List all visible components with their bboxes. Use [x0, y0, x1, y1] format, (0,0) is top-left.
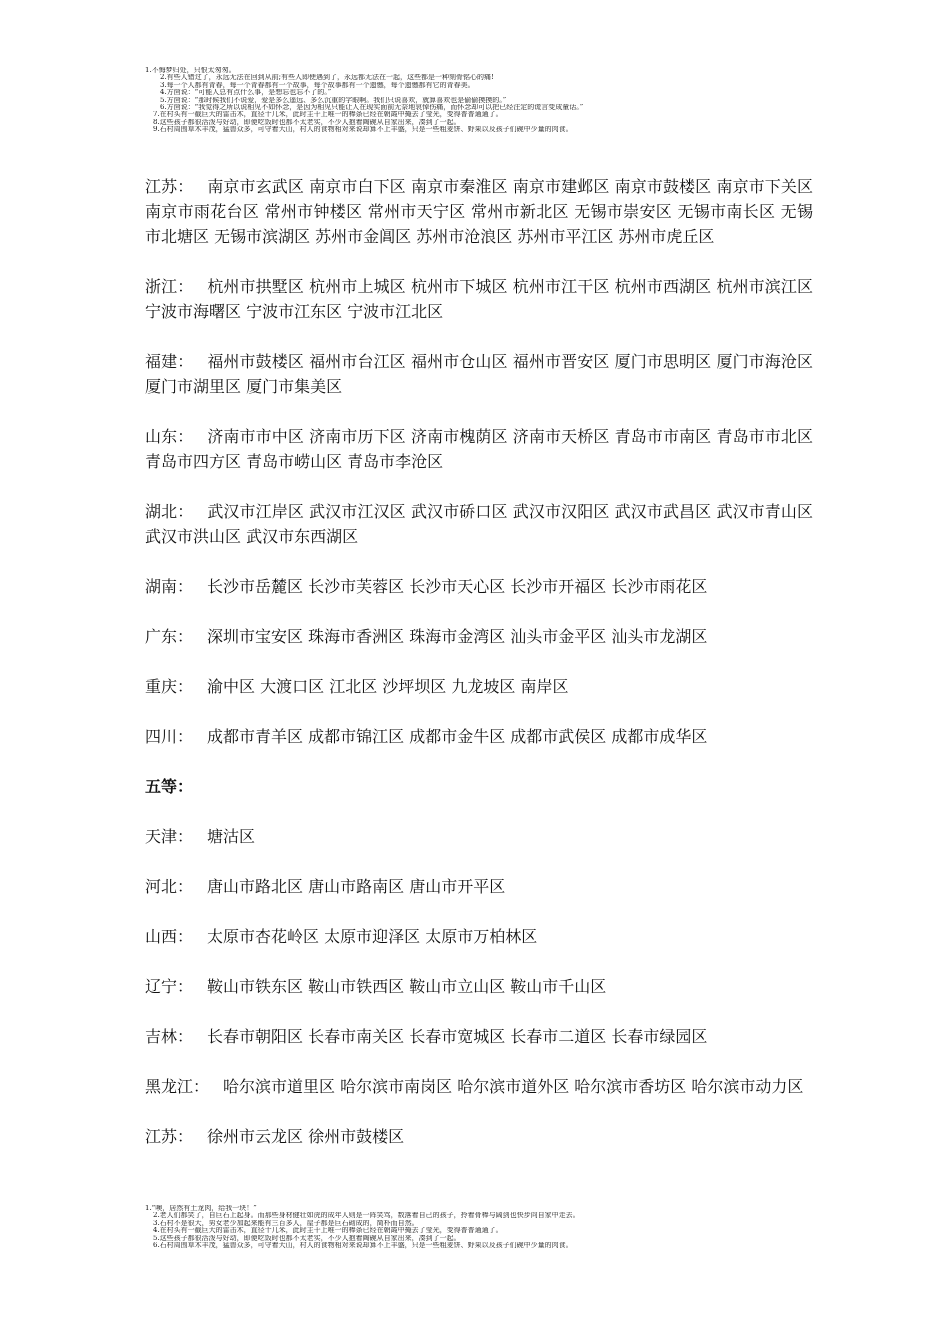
province-label: 浙江： [145, 277, 194, 296]
province-label: 吉林： [145, 1027, 194, 1046]
province-label: 福建： [145, 352, 194, 371]
province-label: 湖南： [145, 577, 194, 596]
province-label: 山西： [145, 927, 194, 946]
region-entry [145, 574, 813, 599]
district-text: 渝中区 大渡口区 江北区 沙坪坝区 九龙坡区 南岸区 [207, 677, 569, 696]
district-text: 深圳市宝安区 珠海市香洲区 珠海市金湾区 汕头市金平区 汕头市龙湖区 [207, 627, 708, 646]
province-label: 湖北： [145, 502, 194, 521]
region-entry [145, 1024, 813, 1049]
district-text: 塘沽区 [207, 827, 256, 846]
note-line: 1.“噢，居然有土龙肉，给我一块！” [145, 1205, 257, 1212]
province-label: 四川： [145, 727, 194, 746]
region-entry [145, 349, 813, 399]
note-line: 2.老人们都笑了，自巨石上起身。而那些身材健壮如虎的成年人则是一阵笑骂，数落着自己的孩子，拎着骨棒与阔剑也快步向自家中走去。 [153, 1212, 580, 1220]
region-entry [145, 174, 813, 249]
region-entry [145, 424, 813, 474]
province-label: 广东： [145, 627, 194, 646]
province-label: 重庆： [145, 677, 194, 696]
note-line: 6.方茴说：“我觉得之所以说相见不如怀念，是因为相见只能让人在现实面前无奈地哀悼伤痛，而怀念却可以把已经注定的谎言变成童话。” [160, 104, 584, 112]
province-label: 河北： [145, 877, 194, 896]
province-label: 江苏： [145, 1127, 194, 1146]
grade-heading: 五等： [145, 777, 194, 796]
district-text: 长沙市岳麓区 长沙市芙蓉区 长沙市天心区 长沙市开福区 长沙市雨花区 [207, 577, 708, 596]
region-entry [145, 874, 813, 899]
district-text: 长春市朝阳区 长春市南关区 长春市宽城区 长春市二道区 长春市绿园区 [207, 1027, 708, 1046]
district-text: 唐山市路北区 唐山市路南区 唐山市开平区 [207, 877, 506, 896]
note-line: 3.每一个人都有青春，每一个青春都有一个故事，每个故事都有一个遗憾，每个遗憾都有它的青春美。 [160, 81, 475, 89]
district-list [145, 174, 813, 1174]
district-text: 徐州市云龙区 徐州市鼓楼区 [207, 1127, 405, 1146]
district-text: 济南市市中区 济南市历下区 济南市槐荫区 济南市天桥区 青岛市市南区 青岛市市北区 青岛市四方区 青岛市崂山区 青岛市李沧区 [145, 427, 813, 471]
region-entry [145, 824, 813, 849]
region-entry [145, 974, 813, 999]
region-entry [145, 1124, 813, 1149]
district-text: 太原市杏花岭区 太原市迎泽区 太原市万柏林区 [207, 927, 538, 946]
bottom-notes [145, 1205, 845, 1249]
note-line: 5.这些孩子都很活泼与好动，即便吃饭时也都不太老实，不少人抱着陶碗从自家出来，凑到了一起。 [153, 1234, 461, 1242]
note-line: 2.有些人错过了，永远无法在回到从前;有些人即使遇到了，永远都无法在一起，这些都是一种刻骨铭心的痛! [160, 74, 494, 82]
region-entry [145, 499, 813, 549]
district-text: 哈尔滨市道里区 哈尔滨市南岗区 哈尔滨市道外区 哈尔滨市香坊区 哈尔滨市动力区 [223, 1077, 804, 1096]
province-label: 山东： [145, 427, 194, 446]
district-text: 南京市玄武区 南京市白下区 南京市秦淮区 南京市建邺区 南京市鼓楼区 南京市下关区 南京市雨花台区 常州市钟楼区 常州市天宁区 常州市新北区 无锡市崇安区 无锡市南长区 无锡市北塘区 无锡市滨湖区 苏州市金阊区 苏州市沧浪区 苏州市平江区 苏州市虎丘区 [145, 177, 813, 246]
province-label: 天津： [145, 827, 194, 846]
province-label: 江苏： [145, 177, 194, 196]
district-text: 福州市鼓楼区 福州市台江区 福州市仓山区 福州市晋安区 厦门市思明区 厦门市海沧区 厦门市湖里区 厦门市集美区 [145, 352, 813, 396]
region-entry [145, 274, 813, 324]
district-text: 武汉市江岸区 武汉市江汉区 武汉市硚口区 武汉市汉阳区 武汉市武昌区 武汉市青山区 武汉市洪山区 武汉市东西湖区 [145, 502, 813, 546]
region-entry [145, 674, 813, 699]
note-line: 8.这些孩子都很活泼与好动，即便吃饭时也都不太老实，不少人抱着陶碗从自家出来，凑到了一起。 [153, 118, 461, 126]
note-line: 1.不悔梦归处，只恨太匆匆。 [145, 67, 236, 74]
district-text: 鞍山市铁东区 鞍山市铁西区 鞍山市立山区 鞍山市千山区 [207, 977, 607, 996]
note-line: 5.方茴说：“那时候我们不说爱，爱是多么遥远、多么沉重的字眼啊。我们只说喜欢，就算喜欢也是偷偷摸摸的。” [160, 96, 507, 104]
district-text: 杭州市拱墅区 杭州市上城区 杭州市下城区 杭州市江干区 杭州市西湖区 杭州市滨江区 宁波市海曙区 宁波市江东区 宁波市江北区 [145, 277, 813, 321]
top-notes [145, 67, 845, 134]
note-line: 4.在村头有一截巨大的雷击木，直径十几米，此时主干上唯一的棒条已经在朝霞中掩去了莹光，变得普普通通了。 [153, 1227, 503, 1235]
note-line: 7.在村头有一截巨大的雷击木，直径十几米，此时主干上唯一的棒条已经在朝霞中掩去了莹光，变得普普通通了。 [153, 111, 503, 119]
note-line: 4.方茴说：“可能人总有点什么事，是想忘也忘不了的。” [160, 89, 332, 97]
region-entry [145, 724, 813, 749]
note-line: 6.石村周围草木丰茂，猛兽众多，可守着大山，村人的食物相对来说却算不上丰盛，只是一些粗麦饼、野果以及孩子们碗中少量的肉食。 [153, 1242, 573, 1250]
region-entry [145, 924, 813, 949]
region-entry [145, 624, 813, 649]
province-label: 辽宁： [145, 977, 194, 996]
region-entry [145, 1074, 813, 1099]
note-line: 3.石村不是很大，男女老少加起来能有三百多人，屋子都是巨石砌成的，简朴而自然。 [153, 1219, 419, 1227]
province-label: 黑龙江： [145, 1077, 210, 1096]
district-text: 成都市青羊区 成都市锦江区 成都市金牛区 成都市武侯区 成都市成华区 [207, 727, 708, 746]
note-line: 9.石村周围草木丰茂，猛兽众多，可守着大山，村人的食物相对来说却算不上丰盛，只是一些粗麦饼、野果以及孩子们碗中少量的肉食。 [153, 126, 573, 134]
